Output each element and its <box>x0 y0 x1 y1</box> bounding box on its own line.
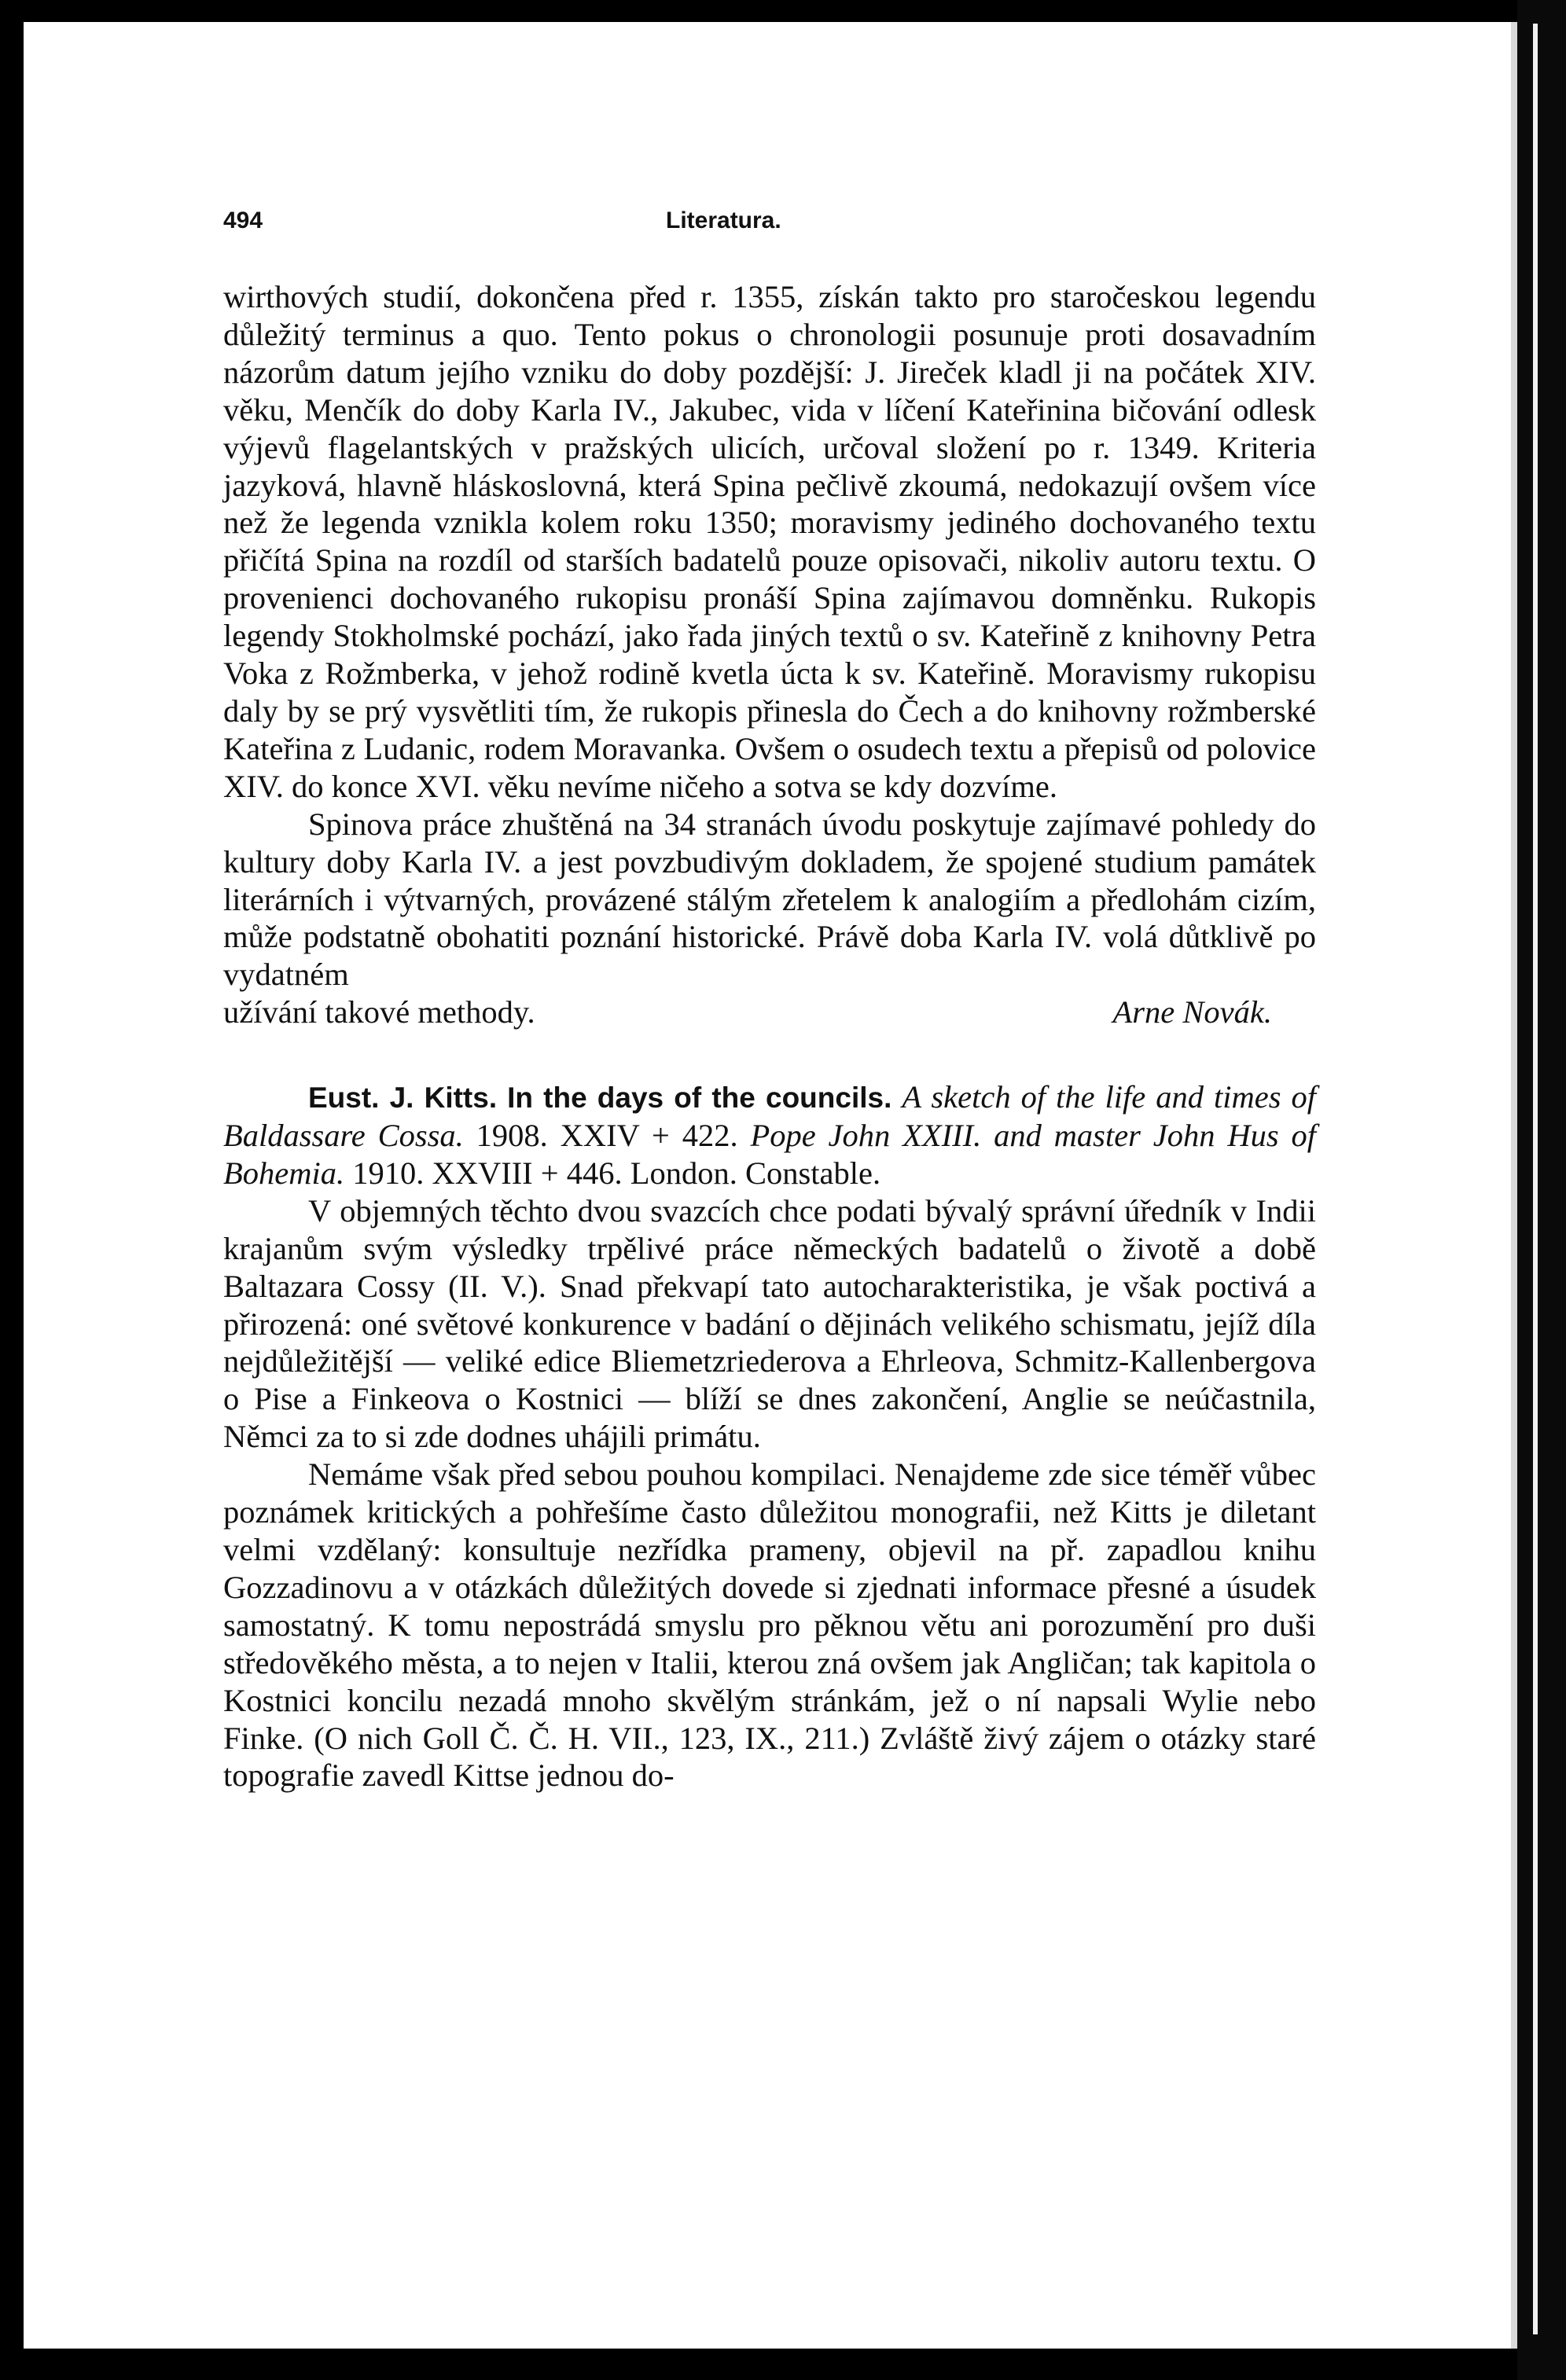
book-title: In the days of the councils. <box>507 1082 892 1115</box>
review-paragraph-2: Nemáme však před sebou pouhou kompilaci. Nenajdeme zde sice téměř vůbec poznámek kritických a pohřešíme často důležitou monografii, než Kitts je diletant velmi vzdělaný: konsultuje nezřídka prameny, objevil na př. zapadlou knihu Gozzadinovu a v otázkách důležitých dovede si zjednati informace přesné a úsudek samostatný. K tomu nepostrádá smyslu pro pěknou větu ani porozumění pro duši středověkého města, a to nejen v Italii, kterou zná ovšem jak Angličan; tak kapitola o Kostnici koncilu nezadá mnoho skvělým stránkám, jež o ní napsali Wylie nebo Finke. (O nich Goll Č. Č. H. VII., 123, IX., 211.) Zvláště živý zájem o otázky staré topografie zavedl Kittse jednou do- <box>223 1456 1316 1794</box>
book-subtitle-1: A sketch of the life and times of Baldassare Cossa. <box>223 1079 1317 1154</box>
running-title: Literatura. <box>666 208 781 233</box>
page-edge <box>1511 22 1517 2349</box>
running-head <box>223 196 1316 244</box>
publication-info-1: 1908. XXIV + 422. <box>476 1118 738 1154</box>
review-closing-line <box>223 994 1316 1031</box>
page-text <box>223 196 1316 1794</box>
scan-border-strip <box>1517 0 1566 2380</box>
review-entry-kitts <box>223 1078 1316 1794</box>
review-continuation-paragraph: wirthových studií, dokončena před r. 1355, získán takto pro staročeskou legendu důležitý terminus a quo. Tento pokus o chronologii posunuje proti dosavadním názorům datum jejího vzniku do doby pozdější: J. Jireček kladl ji na počátek XIV. věku, Menčík do doby Karla IV., Jakubec, vida v líčení Kateřinina bičování odlesk výjevů flagelantských v pražských ulicích, určoval složení po r. 1349. Kriteria jazyková, hlavně hláskoslovná, která Spina pečlivě zkoumá, nedokazují ovšem více než že legenda vznikla kolem roku 1350; moravismy jediného dochovaného textu přičítá Spina na rozdíl od starších badatelů pouze opisovači, nikoliv autoru textu. O provenienci dochovaného rukopisu pronáší Spina zajímavou domněnku. Rukopis legendy Stokholmské pochází, jako řada jiných textů o sv. Kateřině z knihovny Petra Voka z Rožmberka, v jehož rodině kvetla úcta k sv. Kateřině. Moravismy rukopisu daly by se prý vysvětliti tím, že rukopis přinesla do Čech a do knihovny rožmberské Kateřina z Ludanic, rodem Moravanka. Ovšem o osudech textu a přepisů od polovice XIV. do konce XVI. věku nevíme ničeho a sotva se kdy dozvíme. <box>223 279 1316 804</box>
scan-border-line <box>1533 24 1538 2334</box>
review-paragraph-1: V objemných těchto dvou svazcích chce podati bývalý správní úředník v Indii krajanům svým výsledky trpělivé práce německých badatelů o životě a době Baltazara Cossy (II. V.). Snad překvapí tato autocharakteristika, je však poctivá a přirozená: oné světové konkurence v badání o dějinách velikého schismatu, jejíž díla nejdůležitější — veliké edice Bliemetzriederova a Ehrleova, Schmitz-Kallenbergova o Pise a Finkeova o Kostnici — blíží se dnes zakončení, Anglie se neúčastnila, Němci za to si zde dodnes uhájili primátu. <box>223 1192 1316 1455</box>
page-number: 494 <box>223 208 263 233</box>
book-subtitle-2: Pope John XXIII. and master John Hus of Bohemia. <box>223 1118 1317 1191</box>
review-closing-paragraph: Spinova práce zhuštěná na 34 stranách úvodu poskytuje zajímavé pohledy do kultury doby Karla IV. a jest povzbudivým dokladem, že spojené studium památek literárních i výtvarných, provázené stálým zřetelem k analogiím a předlohám cizím, může podstatně obohatiti poznání historické. Právě doba Karla IV. volá důtklivě po vydatném <box>223 806 1316 993</box>
book-author: Eust. J. Kitts. <box>308 1082 498 1115</box>
publication-info-2: 1910. XXVIII + 446. London. Constable. <box>352 1155 881 1191</box>
review-signature: Arne Novák. <box>1112 994 1272 1030</box>
bibliographic-heading <box>223 1078 1316 1192</box>
closing-line-text: užívání takové methody. <box>223 994 535 1030</box>
